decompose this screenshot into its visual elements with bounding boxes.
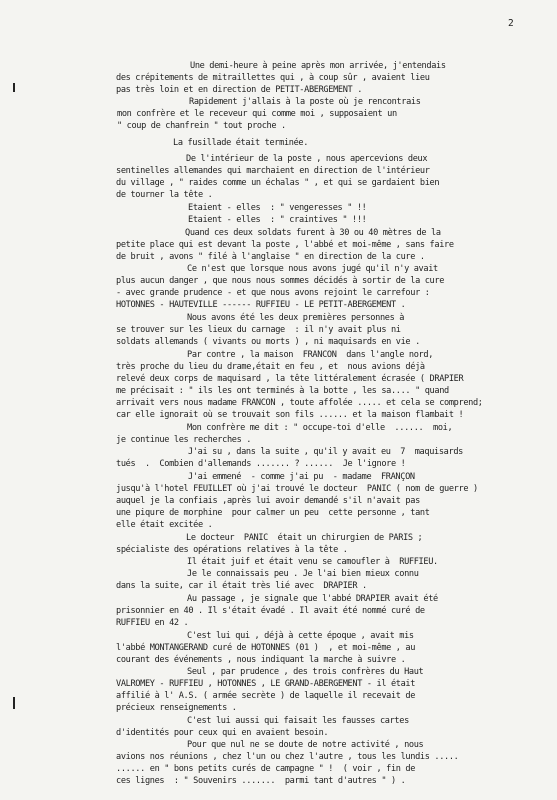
text-line: J'ai su , dans la suite , qu'il y avait eu 7 maquisards — [188, 447, 463, 457]
text-line: une piqure de morphine pour calmer un peu cette personne , tant — [116, 508, 430, 518]
text-line: petite place qui est devant la poste , l'abbé et moi-même , sans faire — [116, 240, 454, 250]
text-line: de bruit , avons " filé à l'anglaise " en direction de la cure . — [116, 252, 425, 262]
text-line: La fusillade était terminée. — [173, 138, 309, 148]
text-line: jusqu'à l'hotel FEUILLET où j'ai trouvé le docteur PANIC ( nom de guerre ) — [116, 484, 478, 494]
text-line: prisonnier en 40 . Il s'était évadé . Il avait été nommé curé de — [116, 606, 425, 616]
text-line: C'est lui qui , déjà à cette époque , avait mis — [187, 631, 414, 641]
text-line: de tourner la tête . — [116, 190, 213, 200]
text-line: précieux renseignements . — [116, 703, 237, 713]
text-line: Etaient - elles : " vengeresses " !! — [188, 203, 367, 213]
margin-mark — [13, 83, 15, 92]
text-line: pas très loin et en direction de PETIT-ABERGEMENT . — [116, 85, 363, 95]
text-line: Il était juif et était venu se camoufler à RUFFIEU. — [187, 557, 438, 567]
text-line: soldats allemands ( vivants ou morts ) , ni maquisards en vie . — [116, 337, 420, 347]
text-line: J'ai emmené - comme j'ai pu - madame FRANÇON — [188, 472, 415, 482]
text-line: Je le connaissais peu . Je l'ai bien mieux connu — [187, 569, 419, 579]
text-line: tués . Combien d'allemands ....... ? ...... Je l'ignore ! — [116, 459, 406, 469]
text-line: se trouver sur les lieux du carnage : il n'y avait plus ni — [116, 325, 401, 335]
page-number: 2 — [508, 18, 514, 29]
text-line: Mon confrère me dit : " occupe-toi d'elle ...... moi, — [187, 423, 453, 433]
text-line: auquel je la confiais ,après lui avoir demandé s'il n'avait pas — [116, 496, 420, 506]
text-line: HOTONNES - HAUTEVILLE ------ RUFFIEU - LE PETIT-ABERGEMENT . — [116, 300, 406, 310]
text-line: affilié à l' A.S. ( armée secrète ) de laquelle il recevait de — [116, 691, 416, 701]
text-line: Par contre , la maison FRANCON dans l'angle nord, — [187, 350, 434, 360]
text-line: - avec grande prudence - et que nous avons rejoint le carrefour : — [116, 288, 430, 298]
text-line: Seul , par prudence , des trois confrères du Haut — [187, 667, 424, 677]
text-line: Rapidement j'allais à la poste où je rencontrais — [189, 97, 421, 107]
text-line: C'est lui aussi qui faisait les fausses cartes — [187, 716, 409, 726]
text-line: du village , " raides comme un échalas " , et qui se gardaient bien — [116, 178, 440, 188]
text-line: courant des événements , nous indiquant la marche à suivre . — [116, 655, 406, 665]
text-line: " coup de chanfrein " tout proche . — [117, 121, 286, 131]
text-line: spécialiste des opérations relatives à la tête . — [116, 545, 348, 555]
text-line: d'identités pour ceux qui en avaient besoin. — [116, 728, 329, 738]
text-line: dans la suite, car il était très lié avec DRAPIER . — [116, 581, 367, 591]
text-line: elle était excitée . — [116, 520, 213, 530]
text-line: des crépitements de mitraillettes qui , à coup sûr , avaient lieu — [116, 73, 430, 83]
text-line: me précisait : " ils les ont terminés à la botte , les sa.... " quand — [116, 386, 449, 396]
text-line: l'abbé MONTANGERAND curé de HOTONNES (01 ) , et moi-même , au — [116, 643, 416, 653]
text-line: Quand ces deux soldats furent à 30 ou 40 mètres de la — [185, 228, 441, 238]
text-line: plus aucun danger , que nous nous sommes décidés à sortir de la cure — [116, 276, 445, 286]
text-line: RUFFIEU en 42 . — [116, 618, 189, 628]
text-line: Pour que nul ne se doute de notre activité , nous — [187, 740, 424, 750]
text-line: je continue les recherches . — [116, 435, 252, 445]
text-line: relevé deux corps de maquisard , la tête littéralement écrasée ( DRAPIER — [116, 374, 464, 384]
text-line: avions nos réunions , chez l'un ou chez l'autre , tous les lundis ..... — [116, 752, 459, 762]
text-line: Ce n'est que lorsque nous avons jugé qu'il n'y avait — [187, 264, 438, 274]
text-line: mon confrère et le receveur qui comme moi , supposaient un — [117, 109, 397, 119]
text-line: arrivait vers nous madame FRANCON , toute affolée ..... et cela se comprend; — [116, 398, 483, 408]
text-line: ...... en " bons petits curés de campagne " ! ( voir , fin de — [116, 764, 416, 774]
text-line: très proche du lieu du drame,était en feu , et nous avions déjà — [116, 362, 425, 372]
text-line: car elle ignorait où se trouvait son fils ...... et la maison flambait ! — [116, 410, 464, 420]
text-line: De l'intérieur de la poste , nous apercevions deux — [186, 154, 428, 164]
text-line: Etaient - elles : " craintives " !!! — [188, 215, 367, 225]
text-line: ces lignes : " Souvenirs ....... parmi tant d'autres " ) . — [116, 776, 406, 786]
margin-mark — [13, 697, 15, 709]
text-line: VALROMEY - RUFFIEU , HOTONNES , LE GRAND-ABERGEMENT - il était — [116, 679, 416, 689]
text-line: Nous avons été les deux premières personnes à — [187, 313, 405, 323]
text-line: sentinelles allemandes qui marchaient en direction de l'intérieur — [116, 166, 430, 176]
text-line: Le docteur PANIC était un chirurgien de PARIS ; — [186, 533, 423, 543]
text-line: Au passage , je signale que l'abbé DRAPIER avait été — [187, 594, 438, 604]
text-line: Une demi-heure à peine après mon arrivée, j'entendais — [190, 61, 446, 71]
